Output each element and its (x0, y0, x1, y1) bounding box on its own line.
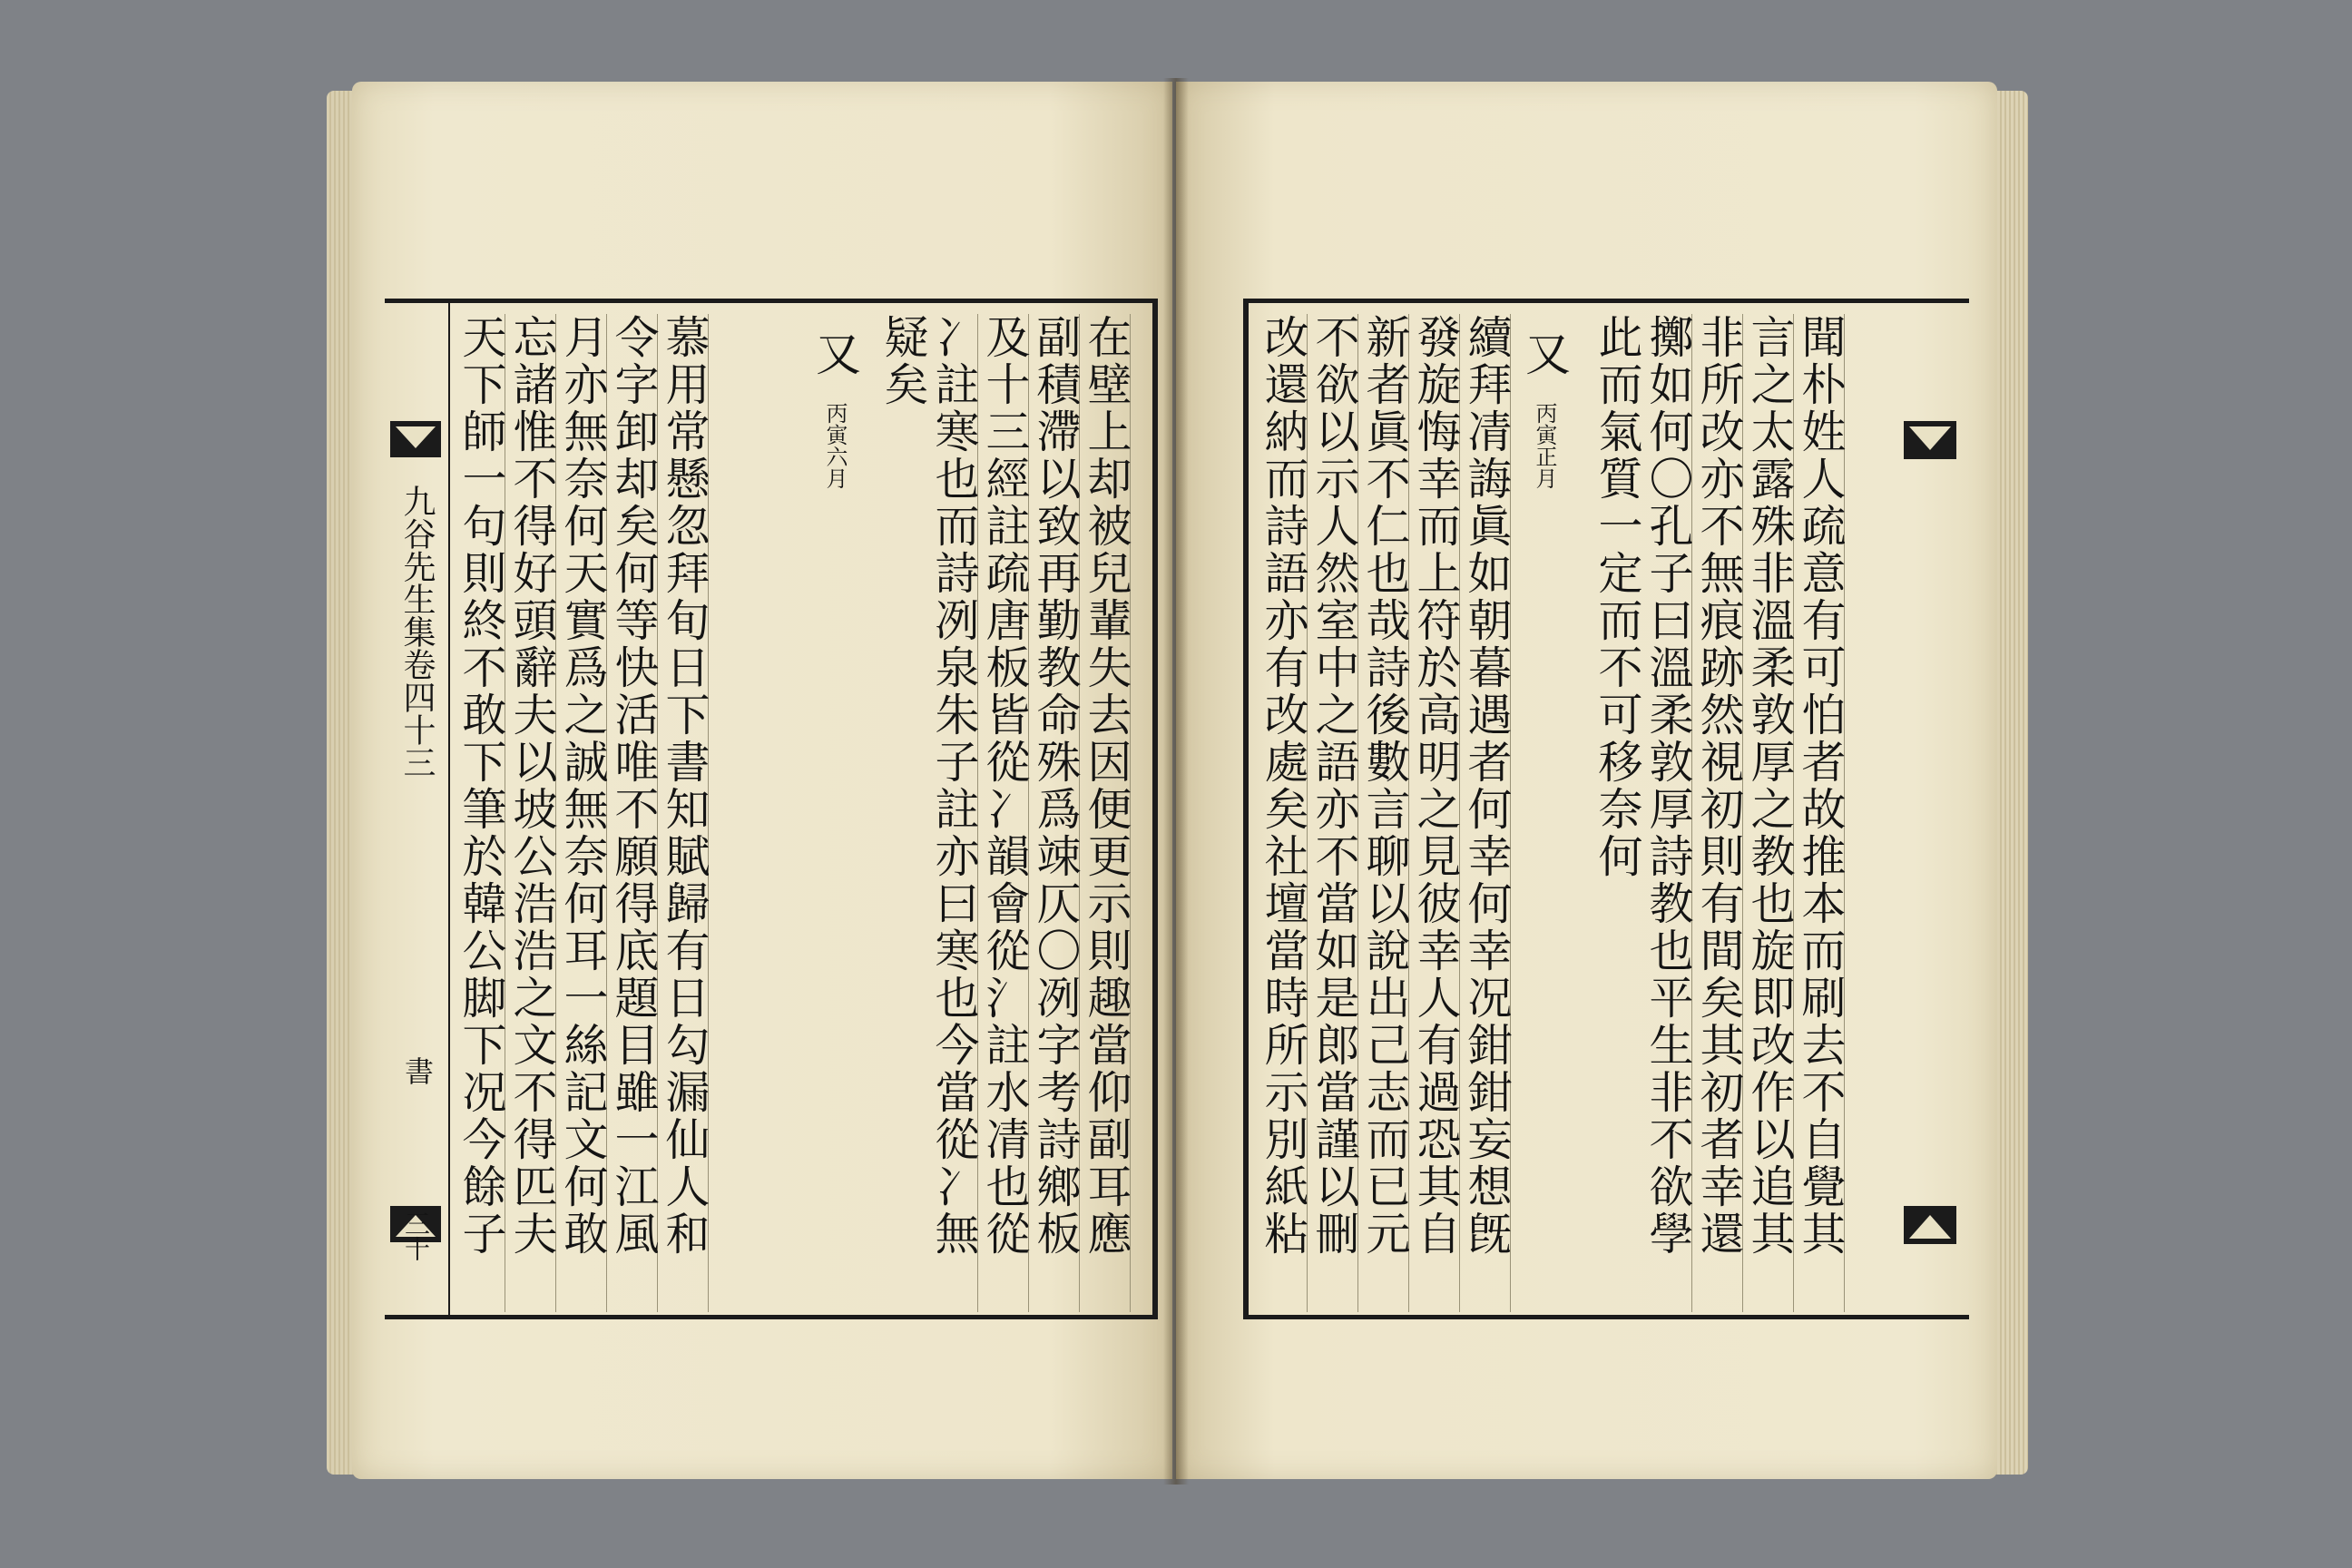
section-label: 書 (400, 1056, 435, 1085)
text-column: 及十三經註疏唐板皆從冫韻會從氵註水凊也從 (981, 314, 1029, 1312)
fishtail-top-icon (1902, 412, 1958, 468)
text-column: 慕用常懸忽拜旬日下書知賦歸有日勾漏仙人和 (661, 314, 709, 1312)
text-column: 擲如何〇孔子曰溫柔敦厚詩教也平生非不欲學 (1644, 314, 1692, 1312)
text-column: 言之太露殊非溫柔敦厚之教也旋即改作以追其 (1746, 314, 1794, 1312)
text-column: 冫註寒也而詩冽泉朱子註亦曰寒也今當從冫無 (930, 314, 978, 1312)
text-column: 改還納而詩語亦有改處矣社壇當時所示別紙粘 (1259, 314, 1308, 1312)
center-strip (385, 303, 450, 1315)
open-book (327, 78, 2028, 1489)
text-column: 忘諸惟不得好頭辭夫以坡公浩浩之文不得匹夫 (508, 314, 556, 1312)
text-column: 令字卸却矣何等快活唯不願得底題目雖一江風 (610, 314, 658, 1312)
book-title: 九谷先生集卷四十三 (398, 485, 436, 779)
text-column: 副積滯以致再勤教命殊爲竦仄〇冽字考詩鄉板 (1032, 314, 1080, 1312)
text-column: 聞朴姓人疏意有可怕者故推本而刷去不自覺其 (1797, 314, 1845, 1312)
left-text-frame (385, 299, 1158, 1319)
text-column: 不欲以示人然室中之語亦不當如是郎當謹以刪 (1310, 314, 1358, 1312)
text-column: 在壁上却被兒輩失去因便更示則趣當仰副耳應 (1083, 314, 1131, 1312)
book-gutter (1163, 78, 1189, 1485)
text-column: 發旋悔幸而上符於高明之見彼幸人有過恐其自 (1412, 314, 1460, 1312)
text-column: 疑矣 (877, 314, 929, 408)
heading-title: 又 (808, 330, 861, 376)
text-column: 非所改亦不無痕跡然視初則有間矣其初者幸還 (1695, 314, 1743, 1312)
right-text-frame (1243, 299, 1969, 1319)
text-column: 此而氣質一定而不可移奈何 (1592, 314, 1643, 880)
fishtail-top-icon (388, 412, 443, 466)
heading-title: 又 (1518, 330, 1571, 376)
text-column: 天下師一句則終不敢下筆於韓公脚下况今餘子 (457, 314, 505, 1312)
fishtail-bottom-icon (1902, 1197, 1958, 1253)
heading-date: 丙寅六月 (822, 402, 848, 489)
folio-number: 三十 (401, 1210, 431, 1261)
text-column: 月亦無奈何天實爲之誠無奈何耳一絲記文何敢 (559, 314, 607, 1312)
left-page (352, 82, 1172, 1479)
text-column: 續拜凊誨眞如朝暮遇者何幸何幸况鉗鉗妄想旣 (1463, 314, 1511, 1312)
page-edges-right (1995, 91, 2028, 1475)
right-page (1176, 82, 1997, 1479)
letter-heading (1518, 330, 1571, 489)
letter-heading (808, 330, 861, 489)
text-column: 新者眞不仁也哉詩後數言聊以說出己志而已元 (1361, 314, 1409, 1312)
heading-date: 丙寅正月 (1532, 402, 1557, 489)
